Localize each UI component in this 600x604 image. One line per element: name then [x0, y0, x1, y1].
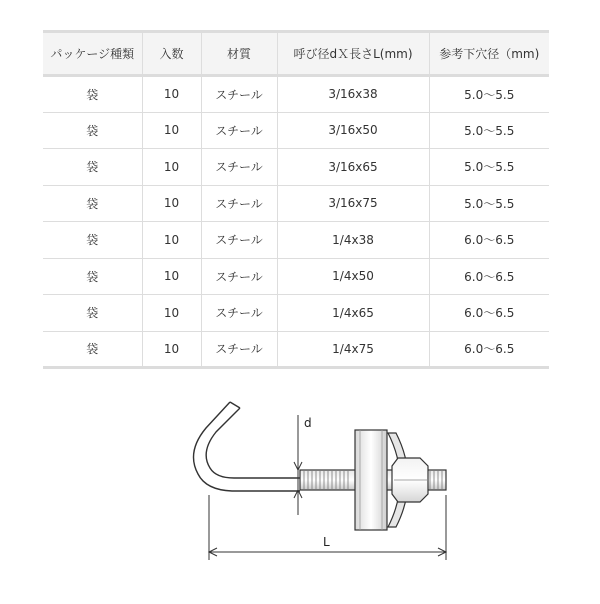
length-label: L	[323, 535, 330, 549]
table-row	[43, 258, 549, 295]
table-row	[43, 76, 549, 113]
hook-bolt-diagram	[0, 370, 600, 600]
cell-material: スチール	[201, 112, 277, 149]
cell-material: スチール	[201, 258, 277, 295]
cell-size: 1/4x50	[277, 258, 429, 295]
table-row	[43, 185, 549, 222]
table-row	[43, 295, 549, 332]
cell-material: スチール	[201, 295, 277, 332]
cell-pilot-hole: 6.0～6.5	[429, 258, 549, 295]
cell-quantity: 10	[142, 112, 201, 149]
cell-quantity: 10	[142, 185, 201, 222]
diameter-label: d	[304, 416, 312, 430]
table-row	[43, 222, 549, 259]
table-row	[43, 149, 549, 186]
cell-material: スチール	[201, 149, 277, 186]
cell-pilot-hole: 5.0～5.5	[429, 76, 549, 113]
spec-table	[43, 30, 549, 369]
cell-package-type: 袋	[86, 342, 99, 357]
cell-quantity: 10	[142, 222, 201, 259]
cell-pilot-hole: 6.0～6.5	[429, 222, 549, 259]
cell-material: スチール	[201, 76, 277, 113]
hook-inner-outline	[206, 408, 300, 478]
cell-material: スチール	[201, 222, 277, 259]
cell-quantity: 10	[142, 149, 201, 186]
cell-size: 3/16x75	[277, 185, 429, 222]
cell-size: 1/4x65	[277, 295, 429, 332]
hook-bolt-drawing	[0, 370, 600, 600]
cell-package-type: 袋	[86, 123, 99, 138]
table-row	[43, 331, 549, 368]
table-row	[43, 112, 549, 149]
cell-package-type: 袋	[86, 269, 99, 284]
cell-size: 3/16x50	[277, 112, 429, 149]
cell-size: 1/4x75	[277, 331, 429, 368]
cell-pilot-hole: 5.0～5.5	[429, 149, 549, 186]
cell-quantity: 10	[142, 258, 201, 295]
table-header-row	[43, 32, 549, 76]
cell-quantity: 10	[142, 295, 201, 332]
cell-package-type: 袋	[86, 160, 99, 175]
cell-quantity: 10	[142, 76, 201, 113]
cell-pilot-hole: 6.0～6.5	[429, 295, 549, 332]
cell-pilot-hole: 6.0～6.5	[429, 331, 549, 368]
cell-package-type: 袋	[86, 196, 99, 211]
cell-pilot-hole: 5.0～5.5	[429, 185, 549, 222]
cell-package-type: 袋	[86, 306, 99, 321]
header-size: 呼び径dＸ長さL(mm)	[277, 32, 429, 76]
cell-size: 3/16x38	[277, 76, 429, 113]
cell-quantity: 10	[142, 331, 201, 368]
cell-package-type: 袋	[86, 87, 99, 102]
header-pilot-hole: 参考下穴径（mm)	[429, 32, 549, 76]
cell-size: 3/16x65	[277, 149, 429, 186]
header-material: 材質	[201, 32, 277, 76]
cell-pilot-hole: 5.0～5.5	[429, 112, 549, 149]
cell-size: 1/4x38	[277, 222, 429, 259]
cell-material: スチール	[201, 185, 277, 222]
header-quantity: 入数	[142, 32, 201, 76]
cell-material: スチール	[201, 331, 277, 368]
header-package-type: パッケージ種類	[50, 47, 135, 61]
cell-package-type: 袋	[86, 233, 99, 248]
